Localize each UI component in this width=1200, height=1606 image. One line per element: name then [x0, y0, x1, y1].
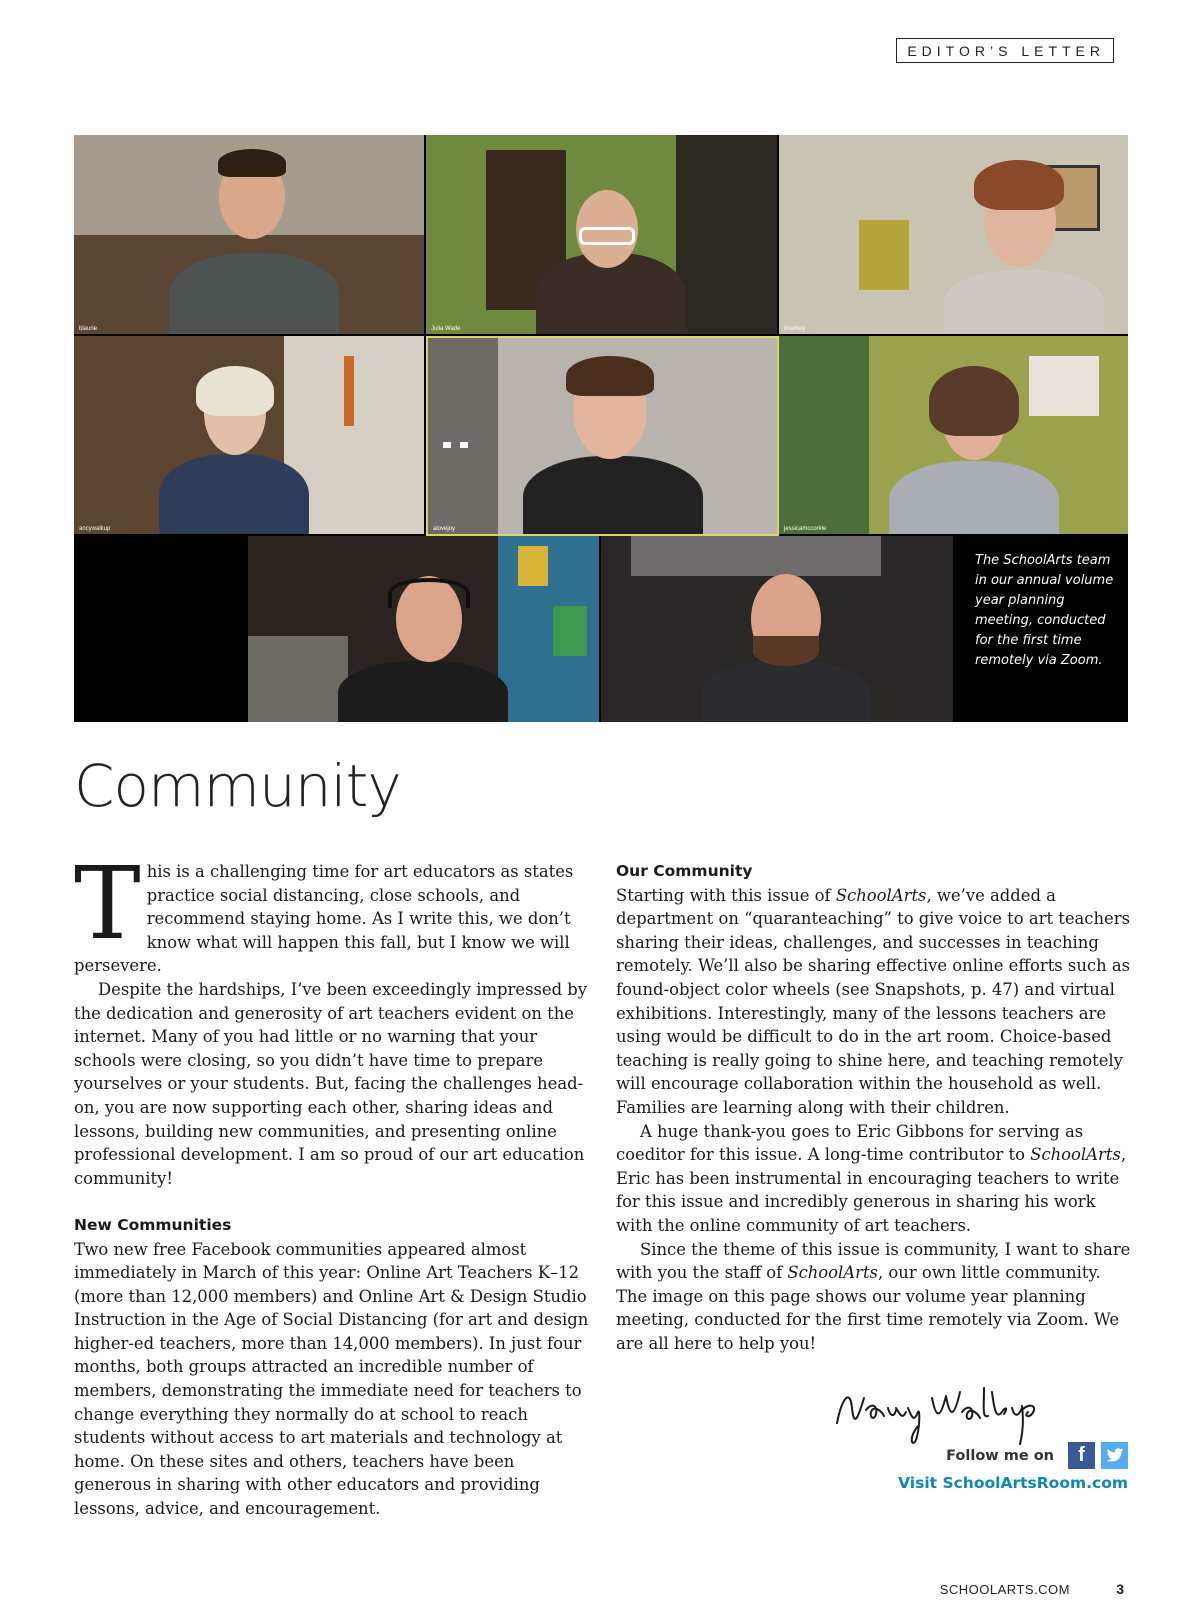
article-column-left	[74, 845, 594, 1521]
paragraph: Despite the hardships, I’ve been exceedingly impressed by the dedication and generosity of art teachers evident on the internet. Many of you had little or no warning that your schools were closing, so you didn’t have time to prepare yourselves or your students. But, facing the challenges head-on, you are now supporting each other, sharing ideas and lessons, building new communities, and presenting online professional development. I am so proud of our art education community!	[74, 979, 588, 1188]
intro-paragraph	[74, 845, 594, 978]
article-column-right	[616, 860, 1136, 1355]
follow-row	[946, 1442, 1128, 1469]
follow-label: Follow me on	[946, 1447, 1054, 1464]
video-tile-7	[248, 536, 599, 722]
video-tile-3	[779, 135, 1128, 334]
participant-name: blaurie	[79, 326, 98, 332]
section-heading: New Communities	[74, 1215, 232, 1234]
paragraph: Starting with this issue of SchoolArts, we’ve added a department on “quaranteaching” to give voice to art teachers sharing their ideas, challenges, and successes in teaching remotely. We’ll also be sharing effective online efforts such as found-object color wheels (see Snapshots, p. 47) and virtual exhibitions. Interestingly, many of the lessons teachers are using would be difficult to do in the art room. Choice-based teaching is really going to shine here, and teaching remotely will encourage collaboration within the household as well. Families are learning along with their children.	[616, 885, 1131, 1117]
participant-name: lmarkey	[784, 326, 806, 332]
section-heading: Our Community	[616, 862, 753, 880]
signature-image	[832, 1378, 1062, 1448]
paragraph: Since the theme of this issue is community, I want to share with you the staff of SchoolArts, our own little community. The image on this page shows our volume year planning meeting, conducted for the first time remotely via Zoom. We are all here to help you!	[616, 1239, 1131, 1353]
magazine-name: SchoolArts	[787, 1263, 878, 1283]
facebook-icon[interactable]: f	[1068, 1442, 1095, 1469]
video-tile-4	[74, 336, 424, 534]
section-tag: EDITOR’S LETTER	[896, 38, 1114, 63]
participant-name: ancywalkup	[79, 526, 111, 532]
video-tile-2	[426, 135, 777, 334]
magazine-name: SchoolArts	[835, 885, 927, 905]
paragraph: Two new free Facebook communities appeared almost immediately in March of this year: Online Art Teachers K–12 (more than 12,000 members) and Online Art & Design Studio Instruction in the Age of Social Distancing (for art and design higher-ed teachers, more than 14,000 members). In just four months, both groups attracted an incredible number of members, demonstrating the immediate need for teachers to change everything they normally do at school to reach students without access to art materials and technology at home. On these sites and others, teachers have been generous in sharing with other educators and providing lessons, advice, and encouragement.	[74, 1239, 589, 1519]
zoom-meeting-photo	[74, 135, 1128, 722]
visit-link[interactable]: Visit SchoolArtsRoom.com	[898, 1474, 1128, 1492]
page-number: 3	[1116, 1581, 1124, 1597]
twitter-icon[interactable]	[1101, 1442, 1128, 1469]
video-tile-6	[779, 336, 1128, 534]
video-tile-1	[74, 135, 424, 334]
participant-name: Julia Wade	[431, 326, 461, 332]
magazine-name: SchoolArts	[1030, 1145, 1121, 1165]
photo-caption: The SchoolArts team in our annual volume year planning meeting, conducted for the first time remotely via Zoom.	[975, 553, 1114, 668]
paragraph: A huge thank-you goes to Eric Gibbons for serving as coeditor for this issue. A long-time contributor to SchoolArts, Eric has been instrumental in encouraging teachers to write for this issue and incredibly generous in sharing his work with the online community of art teachers.	[616, 1121, 1127, 1235]
video-tile-5	[426, 336, 779, 536]
drop-cap: T	[74, 845, 141, 962]
intro-text: his is a challenging time for art educators as states practice social distancing, close schools, and recommend staying home. As I write this, we don’t know what will happen this fall, but I know we will persevere.	[74, 862, 574, 976]
article-title: Community	[74, 752, 401, 820]
footer-site: SCHOOLARTS.COM	[939, 1582, 1070, 1597]
video-tile-8	[601, 536, 953, 722]
participant-name: jessicamccorkle	[784, 526, 827, 532]
participant-name: alovejoy	[433, 526, 456, 532]
